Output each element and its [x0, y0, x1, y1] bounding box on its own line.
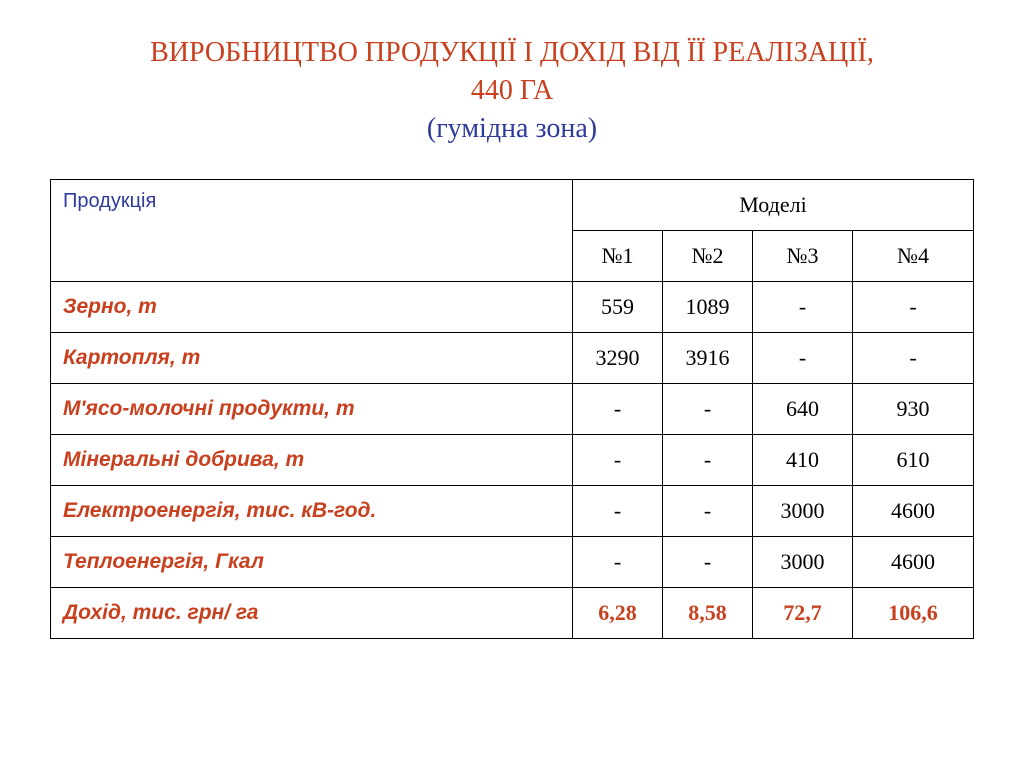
cell-value: 3000: [753, 486, 853, 537]
cell-value: 4600: [853, 486, 974, 537]
row-label: Зерно, т: [51, 282, 573, 333]
cell-value: 3916: [663, 333, 753, 384]
row-label: Теплоенергія, Гкал: [51, 537, 573, 588]
table-row-heat: [51, 537, 974, 588]
cell-value: 4600: [853, 537, 974, 588]
model-2-header: №2: [663, 231, 753, 282]
table-header-row: [51, 180, 974, 231]
cell-value: 930: [853, 384, 974, 435]
title-line-main: ВИРОБНИЦТВО ПРОДУКЦІЇ І ДОХІД ВІД ЇЇ РЕАЛІЗАЦІЇ,: [150, 37, 874, 68]
model-3-header: №3: [753, 231, 853, 282]
cell-value: 640: [753, 384, 853, 435]
row-label: Електроенергія, тис. кВ-год.: [51, 486, 573, 537]
cell-value: 8,58: [663, 588, 753, 639]
cell-value: -: [663, 537, 753, 588]
cell-value: 410: [753, 435, 853, 486]
title-line-area: 440 ГА: [470, 75, 554, 106]
cell-value: 1089: [663, 282, 753, 333]
table-row-fertilizers: [51, 435, 974, 486]
model-4-header: №4: [853, 231, 974, 282]
table-row-meat-dairy: [51, 384, 974, 435]
cell-value: -: [663, 435, 753, 486]
cell-value: -: [573, 384, 663, 435]
cell-value: 106,6: [853, 588, 974, 639]
model-1-header: №1: [573, 231, 663, 282]
cell-value: 3000: [753, 537, 853, 588]
table-row-grain: [51, 282, 974, 333]
cell-value: 610: [853, 435, 974, 486]
cell-value: 72,7: [753, 588, 853, 639]
cell-value: 6,28: [573, 588, 663, 639]
table-row-income: [51, 588, 974, 639]
table-row-potato: [51, 333, 974, 384]
cell-value: 3290: [573, 333, 663, 384]
table-row-electricity: [51, 486, 974, 537]
cell-value: -: [663, 384, 753, 435]
cell-value: -: [663, 486, 753, 537]
cell-value: -: [853, 282, 974, 333]
cell-value: -: [753, 282, 853, 333]
production-table: [50, 179, 974, 639]
product-column-header: Продукція: [51, 180, 573, 282]
models-header: Моделі: [573, 180, 974, 231]
row-label: Дохід, тис. грн/ га: [51, 588, 573, 639]
row-label: Картопля, т: [51, 333, 573, 384]
slide-title: [0, 34, 1024, 148]
cell-value: -: [573, 537, 663, 588]
title-line-zone: (гумідна зона): [426, 113, 598, 144]
cell-value: -: [853, 333, 974, 384]
row-label: Мінеральні добрива, т: [51, 435, 573, 486]
cell-value: -: [573, 486, 663, 537]
cell-value: -: [573, 435, 663, 486]
cell-value: 559: [573, 282, 663, 333]
row-label: М'ясо-молочні продукти, т: [51, 384, 573, 435]
cell-value: -: [753, 333, 853, 384]
